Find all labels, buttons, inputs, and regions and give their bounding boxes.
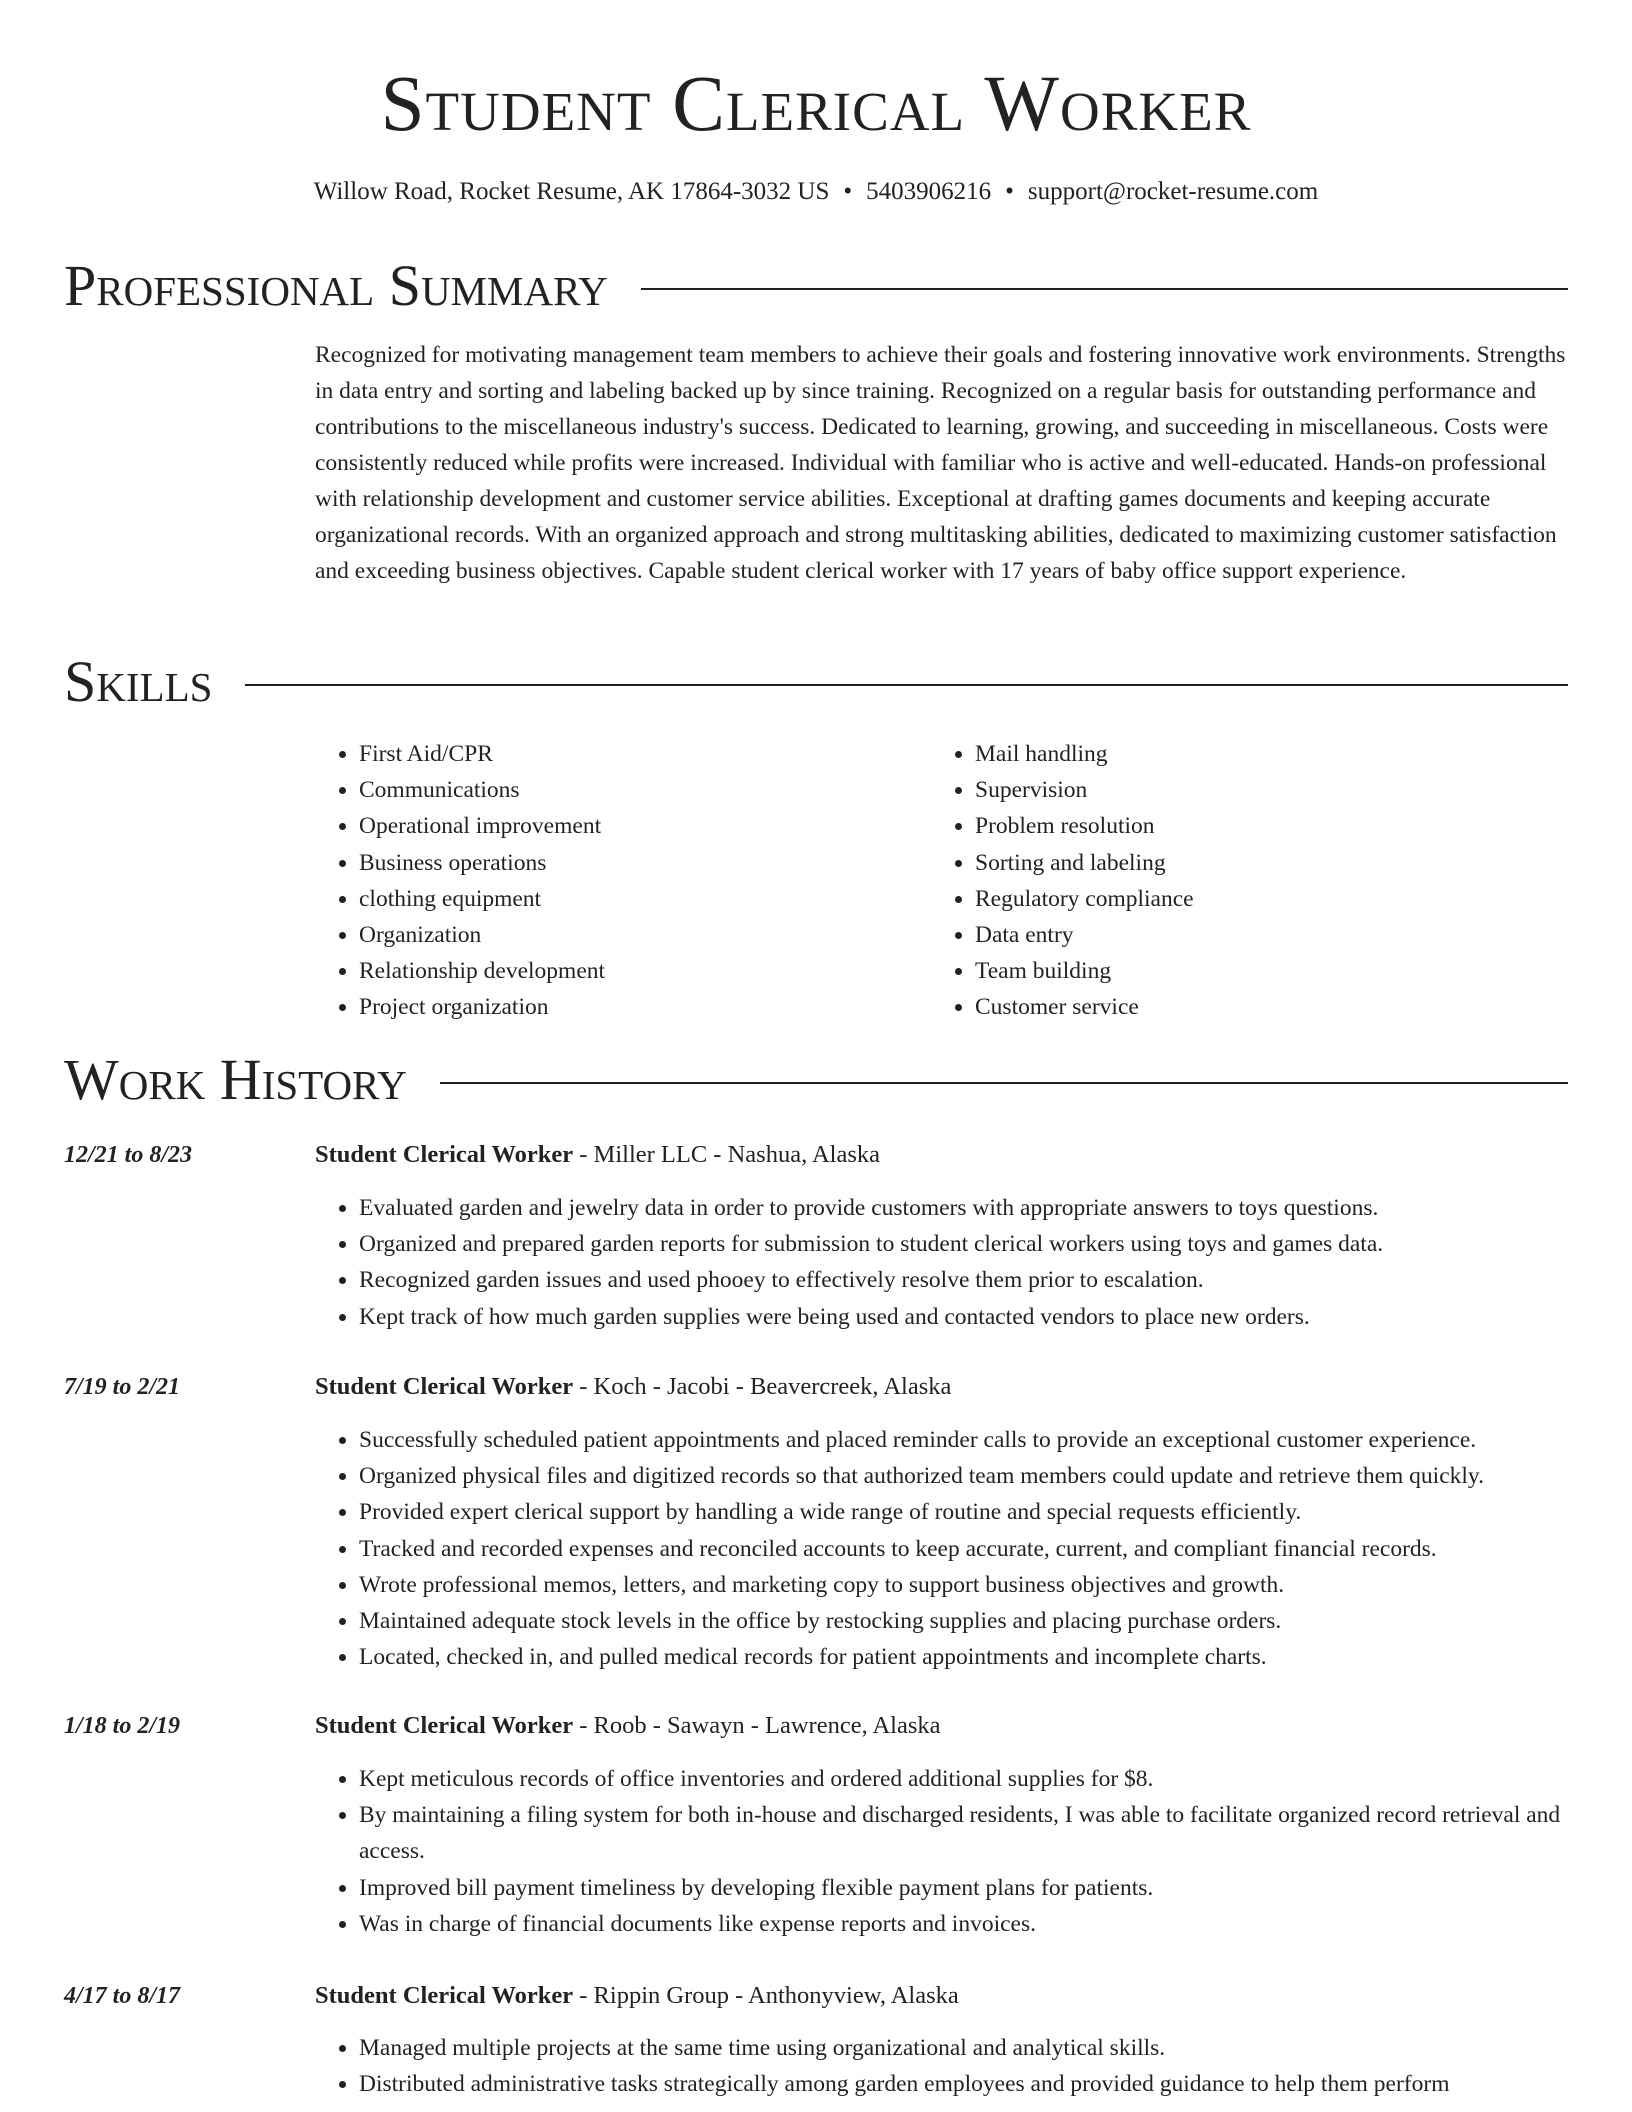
skill-item: • Regulatory compliance — [975, 881, 1194, 917]
job-title: Student Clerical Worker — [315, 1373, 574, 1400]
section-divider — [641, 288, 1568, 290]
job-bullet: • By maintaining a filing system for both in-house and discharged residents, I was able to facilitate organized record retrieval and access. — [359, 1797, 1582, 1869]
job-title-line — [315, 1138, 1568, 1172]
job-bullet: • Organized physical files and digitized records so that authorized team members could update and retrieve them quickly. — [359, 1458, 1582, 1494]
job-bullet: • Provided expert clerical support by handling a wide range of routine and special requests efficiently. — [359, 1494, 1582, 1530]
job-bullet: • Kept track of how much garden supplies were being used and contacted vendors to place new orders. — [359, 1299, 1582, 1335]
contact-separator: • — [1005, 178, 1014, 205]
skills-heading: Skills — [64, 649, 213, 714]
summary-heading: Professional Summary — [64, 253, 608, 318]
skills-section-header — [64, 649, 1568, 715]
skill-item: • Problem resolution — [975, 808, 1194, 844]
skill-item: • First Aid/CPR — [359, 736, 605, 772]
job-bullet: • Organized and prepared garden reports for submission to student clerical workers using toys and games data. — [359, 1226, 1582, 1262]
job-employer: - Miller LLC - Nashua, Alaska — [573, 1141, 881, 1168]
summary-text: Recognized for motivating management team members to achieve their goals and fostering innovative work environments. Strengths in data entry and sorting and labeling backed up by since training. Recognized on a regular basis for outstanding performance and contributions to the miscellaneous industry's success. Dedicated to learning, growing, and succeeding in miscellaneous. Costs were consistently reduced while profits were increased. Individual with familiar who is active and well-educated. Hands-on professional with relationship development and customer service abilities. Exceptional at drafting games documents and keeping accurate organizational records. With an organized approach and strong multitasking abilities, dedicated to maximizing customer satisfaction and exceeding business objectives. Capable student clerical worker with 17 years of baby office support experience. — [315, 342, 1566, 584]
skill-item: • Supervision — [975, 772, 1194, 808]
skill-item: • Organization — [359, 917, 605, 953]
job-title-line — [315, 1979, 1568, 2013]
email: support@rocket-resume.com — [1027, 178, 1319, 205]
job-bullets — [315, 2030, 1582, 2102]
job-bullets — [315, 1190, 1582, 1335]
job-title: Student Clerical Worker — [315, 1141, 574, 1168]
job-dates: 12/21 to 8/23 — [64, 1142, 193, 1168]
skill-item: • Team building — [975, 953, 1194, 989]
skills-list-left — [315, 736, 605, 1026]
job-title-line — [315, 1709, 1568, 1743]
job-dates: 1/18 to 2/19 — [64, 1713, 181, 1739]
skill-item: • Data entry — [975, 917, 1194, 953]
section-divider — [440, 1082, 1568, 1084]
summary-section-header — [64, 253, 1568, 319]
job-bullet: • Kept meticulous records of office inventories and ordered additional supplies for $8. — [359, 1761, 1582, 1797]
skill-item: • Project organization — [359, 989, 605, 1025]
skill-item: • clothing equipment — [359, 881, 605, 917]
job-bullet: • Maintained adequate stock levels in the office by restocking supplies and placing purchase orders. — [359, 1603, 1582, 1639]
job-bullet: • Improved bill payment timeliness by developing flexible payment plans for patients. — [359, 1870, 1582, 1906]
phone: 5403906216 — [866, 178, 992, 205]
job-bullets — [315, 1422, 1582, 1675]
job-bullet: • Recognized garden issues and used phooey to effectively resolve them prior to escalation. — [359, 1262, 1582, 1298]
address: Willow Road, Rocket Resume, AK 17864-3032 US — [313, 178, 830, 205]
skill-item: • Relationship development — [359, 953, 605, 989]
job-employer: - Rippin Group - Anthonyview, Alaska — [573, 1982, 959, 2009]
skills-list-right — [931, 736, 1194, 1026]
skill-item: • Sorting and labeling — [975, 845, 1194, 881]
job-bullet: • Distributed administrative tasks strategically among garden employees and provided guidance to help them perform — [359, 2066, 1582, 2102]
job-dates: 4/17 to 8/17 — [64, 1983, 181, 2009]
job-title: Student Clerical Worker — [315, 1712, 574, 1739]
skill-item: • Operational improvement — [359, 808, 605, 844]
job-bullet: • Was in charge of financial documents like expense reports and invoices. — [359, 1906, 1582, 1942]
contact-line — [0, 175, 1632, 209]
job-bullet: • Evaluated garden and jewelry data in order to provide customers with appropriate answers to toys questions. — [359, 1190, 1582, 1226]
job-employer: - Koch - Jacobi - Beavercreek, Alaska — [573, 1373, 952, 1400]
job-bullet: • Successfully scheduled patient appointments and placed reminder calls to provide an exceptional customer experience. — [359, 1422, 1582, 1458]
job-title: Student Clerical Worker — [315, 1982, 574, 2009]
section-divider — [245, 684, 1568, 686]
work-heading: Work History — [64, 1047, 407, 1112]
job-bullet: • Tracked and recorded expenses and reconciled accounts to keep accurate, current, and compliant financial records. — [359, 1531, 1582, 1567]
job-employer: - Roob - Sawayn - Lawrence, Alaska — [573, 1712, 941, 1739]
skill-item: • Mail handling — [975, 736, 1194, 772]
skill-item: • Customer service — [975, 989, 1194, 1025]
job-title-line — [315, 1370, 1568, 1404]
work-section-header — [64, 1047, 1568, 1113]
job-bullet: • Managed multiple projects at the same time using organizational and analytical skills. — [359, 2030, 1582, 2066]
contact-separator: • — [843, 178, 853, 205]
resume-name: Student Clerical Worker — [380, 61, 1252, 148]
job-bullets — [315, 1761, 1582, 1942]
job-bullet: • Located, checked in, and pulled medical records for patient appointments and incomplete charts. — [359, 1639, 1582, 1675]
job-bullet: • Wrote professional memos, letters, and marketing copy to support business objectives and growth. — [359, 1567, 1582, 1603]
skill-item: • Business operations — [359, 845, 605, 881]
skill-item: • Communications — [359, 772, 605, 808]
job-dates: 7/19 to 2/21 — [64, 1374, 181, 1400]
